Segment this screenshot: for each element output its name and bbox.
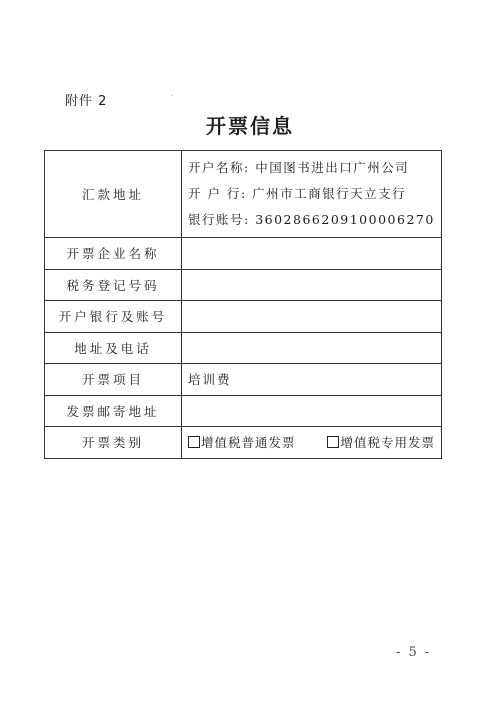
table-row — [45, 269, 442, 301]
company-name-label: 开票企业名称 — [45, 238, 182, 270]
bank-account-field[interactable] — [182, 301, 442, 333]
account-name-value: 中国图书进出口广州公司 — [255, 160, 410, 175]
table-row — [45, 427, 442, 459]
address-phone-field[interactable] — [182, 332, 442, 364]
address-phone-label: 地址及电话 — [45, 332, 182, 364]
special-vat-invoice-label: 增值税专用发票 — [340, 435, 435, 451]
bank-branch-key: 开 户 行: — [188, 186, 247, 201]
account-name-line — [188, 155, 441, 181]
account-name-key: 开户名称: — [188, 160, 250, 175]
attachment-label: 附件 2 — [65, 94, 108, 109]
bank-account-label: 开户银行及账号 — [45, 301, 182, 333]
bank-branch-line — [188, 181, 441, 207]
mailing-address-field[interactable] — [182, 395, 442, 427]
company-name-field[interactable] — [182, 238, 442, 270]
table-row — [45, 238, 442, 270]
page-number: - 5 - — [396, 645, 432, 660]
general-vat-invoice-option[interactable] — [188, 433, 296, 451]
checkbox-icon[interactable] — [188, 436, 200, 448]
bank-branch-value: 广州市工商银行天立支行 — [252, 186, 407, 201]
invoice-type-label: 开票类别 — [45, 427, 182, 459]
invoice-info-table — [44, 150, 442, 459]
bank-account-key: 银行账号: — [188, 212, 250, 227]
general-vat-invoice-label: 增值税普通发票 — [201, 435, 296, 451]
invoice-item-label: 开票项目 — [45, 364, 182, 396]
tax-number-field[interactable] — [182, 269, 442, 301]
remit-address-value — [182, 151, 442, 238]
table-row — [45, 301, 442, 333]
scan-mark: ˇ — [170, 94, 174, 103]
special-vat-invoice-option[interactable] — [327, 433, 435, 451]
mailing-address-label: 发票邮寄地址 — [45, 395, 182, 427]
table-row — [45, 151, 442, 238]
page-title: 开票信息 — [206, 114, 294, 138]
table-row — [45, 395, 442, 427]
remit-address-label: 汇款地址 — [45, 151, 182, 238]
table-row — [45, 364, 442, 396]
bank-account-line — [188, 207, 441, 233]
checkbox-icon[interactable] — [327, 436, 339, 448]
tax-number-label: 税务登记号码 — [45, 269, 182, 301]
table-row — [45, 332, 442, 364]
invoice-item-field[interactable]: 培训费 — [182, 364, 442, 396]
bank-account-value: 3602866209100006270 — [255, 212, 435, 227]
invoice-type-options — [182, 427, 442, 459]
